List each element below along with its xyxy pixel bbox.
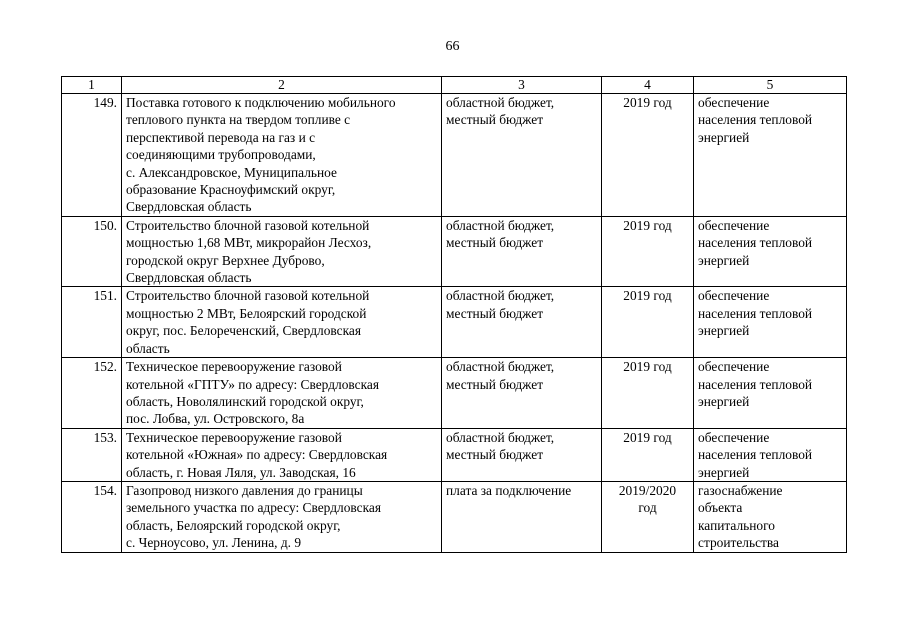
cell-text-line: областной бюджет, — [446, 429, 555, 445]
table-header-row — [62, 77, 847, 94]
cell-text-line: 2019 год — [623, 217, 672, 233]
cell-text-line: мощностью 1,68 МВт, микрорайон Лесхоз, — [126, 235, 372, 251]
year-cell — [602, 287, 694, 358]
cell-text-line: котельной «Южная» по адресу: Свердловская — [126, 447, 388, 463]
cell-text-line: образование Красноуфимский округ, — [126, 182, 336, 198]
cell-text-line: Строительство блочной газовой котельной — [126, 288, 370, 304]
cell-text-line: земельного участка по адресу: Свердловская — [126, 500, 381, 516]
table-row — [62, 287, 847, 358]
cell-text-line: соединяющими трубопроводами, — [126, 147, 316, 163]
funding-source-cell — [442, 287, 602, 358]
cell-text-line: энергией — [698, 129, 750, 145]
funding-source-cell — [442, 94, 602, 217]
purpose-cell — [694, 358, 847, 429]
cell-text-line: область — [126, 340, 170, 356]
cell-text-line: населения тепловой — [698, 235, 813, 251]
cell-text-line: энергией — [698, 464, 750, 480]
table-row — [62, 216, 847, 287]
header-cell-1: 1 — [62, 77, 122, 94]
cell-text-line: областной бюджет, — [446, 95, 555, 110]
cell-text-line: мощностью 2 МВт, Белоярский городской — [126, 305, 367, 321]
cell-text-line: 2019 год — [623, 95, 672, 110]
cell-text-line: капитального — [698, 517, 775, 533]
object-name-cell — [122, 216, 442, 287]
cell-text-line: энергией — [698, 393, 750, 409]
cell-text-line: Свердловская область — [126, 270, 252, 286]
funding-source-cell — [442, 428, 602, 481]
cell-text-line: область, Белоярский городской округ, — [126, 517, 341, 533]
cell-text-line: местный бюджет — [446, 447, 544, 463]
page-number: 66 — [445, 39, 460, 54]
cell-text-line: населения тепловой — [698, 305, 813, 321]
cell-text-line: Техническое перевооружение газовой — [126, 359, 342, 375]
row-number-cell: 151. — [62, 287, 122, 358]
cell-text-line: область, г. Новая Ляля, ул. Заводская, 16 — [126, 464, 356, 480]
cell-text-line: газоснабжение — [698, 482, 783, 498]
cell-text-line: населения тепловой — [698, 376, 813, 392]
cell-text-line: Техническое перевооружение газовой — [126, 429, 342, 445]
cell-text-line: обеспечение — [698, 288, 770, 304]
purpose-cell — [694, 216, 847, 287]
cell-text-line: населения тепловой — [698, 447, 813, 463]
cell-text-line: населения тепловой — [698, 112, 813, 128]
cell-text-line: Поставка готового к подключению мобильного — [126, 95, 396, 110]
header-cell-3: 3 — [442, 77, 602, 94]
cell-text-line: местный бюджет — [446, 112, 544, 128]
table-row — [62, 94, 847, 217]
funding-source-cell — [442, 358, 602, 429]
cell-text-line: год — [638, 500, 657, 516]
row-number-cell: 149. — [62, 94, 122, 217]
year-cell — [602, 216, 694, 287]
cell-text-line: местный бюджет — [446, 376, 544, 392]
header-cell-4: 4 — [602, 77, 694, 94]
object-name-cell — [122, 358, 442, 429]
row-number-cell: 150. — [62, 216, 122, 287]
cell-text-line: теплового пункта на твердом топливе с — [126, 112, 351, 128]
row-number-cell: 154. — [62, 481, 122, 552]
document-table — [61, 76, 847, 553]
cell-text-line: обеспечение — [698, 429, 770, 445]
cell-text-line: местный бюджет — [446, 235, 544, 251]
cell-text-line: с. Александровское, Муниципальное — [126, 164, 337, 180]
purpose-cell — [694, 481, 847, 552]
table-row — [62, 428, 847, 481]
header-cell-5: 5 — [694, 77, 847, 94]
cell-text-line: местный бюджет — [446, 305, 544, 321]
header-cell-2: 2 — [122, 77, 442, 94]
year-cell — [602, 358, 694, 429]
row-number-cell: 153. — [62, 428, 122, 481]
cell-text-line: городской округ Верхнее Дуброво, — [126, 252, 325, 268]
cell-text-line: плата за подключение — [446, 482, 572, 498]
cell-text-line: округ, пос. Белореченский, Свердловская — [126, 323, 361, 339]
table-row — [62, 358, 847, 429]
cell-text-line: котельной «ГПТУ» по адресу: Свердловская — [126, 376, 379, 392]
cell-text-line: Свердловская область — [126, 199, 252, 215]
cell-text-line: обеспечение — [698, 95, 770, 110]
cell-text-line: Строительство блочной газовой котельной — [126, 217, 370, 233]
cell-text-line: объекта — [698, 500, 743, 516]
cell-text-line: с. Черноусово, ул. Ленина, д. 9 — [126, 535, 302, 551]
cell-text-line: 2019 год — [623, 429, 672, 445]
year-cell — [602, 94, 694, 217]
cell-text-line: областной бюджет, — [446, 359, 555, 375]
cell-text-line: энергией — [698, 252, 750, 268]
funding-source-cell — [442, 481, 602, 552]
cell-text-line: обеспечение — [698, 217, 770, 233]
cell-text-line: пос. Лобва, ул. Островского, 8а — [126, 411, 305, 427]
cell-text-line: область, Новолялинский городской округ, — [126, 393, 364, 409]
object-name-cell — [122, 481, 442, 552]
cell-text-line: обеспечение — [698, 359, 770, 375]
object-name-cell — [122, 428, 442, 481]
cell-text-line: строительства — [698, 535, 779, 551]
purpose-cell — [694, 287, 847, 358]
object-name-cell — [122, 287, 442, 358]
purpose-cell — [694, 428, 847, 481]
cell-text-line: 2019/2020 — [618, 482, 677, 498]
table-row — [62, 481, 847, 552]
object-name-cell — [122, 94, 442, 217]
cell-text-line: 2019 год — [623, 288, 672, 304]
year-cell — [602, 428, 694, 481]
cell-text-line: 2019 год — [623, 359, 672, 375]
cell-text-line: энергией — [698, 323, 750, 339]
purpose-cell — [694, 94, 847, 217]
cell-text-line: Газопровод низкого давления до границы — [126, 482, 363, 498]
year-cell — [602, 481, 694, 552]
cell-text-line: перспективой перевода на газ и с — [126, 129, 316, 145]
cell-text-line: областной бюджет, — [446, 217, 555, 233]
table-body — [62, 94, 847, 553]
funding-source-cell — [442, 216, 602, 287]
cell-text-line: областной бюджет, — [446, 288, 555, 304]
row-number-cell: 152. — [62, 358, 122, 429]
